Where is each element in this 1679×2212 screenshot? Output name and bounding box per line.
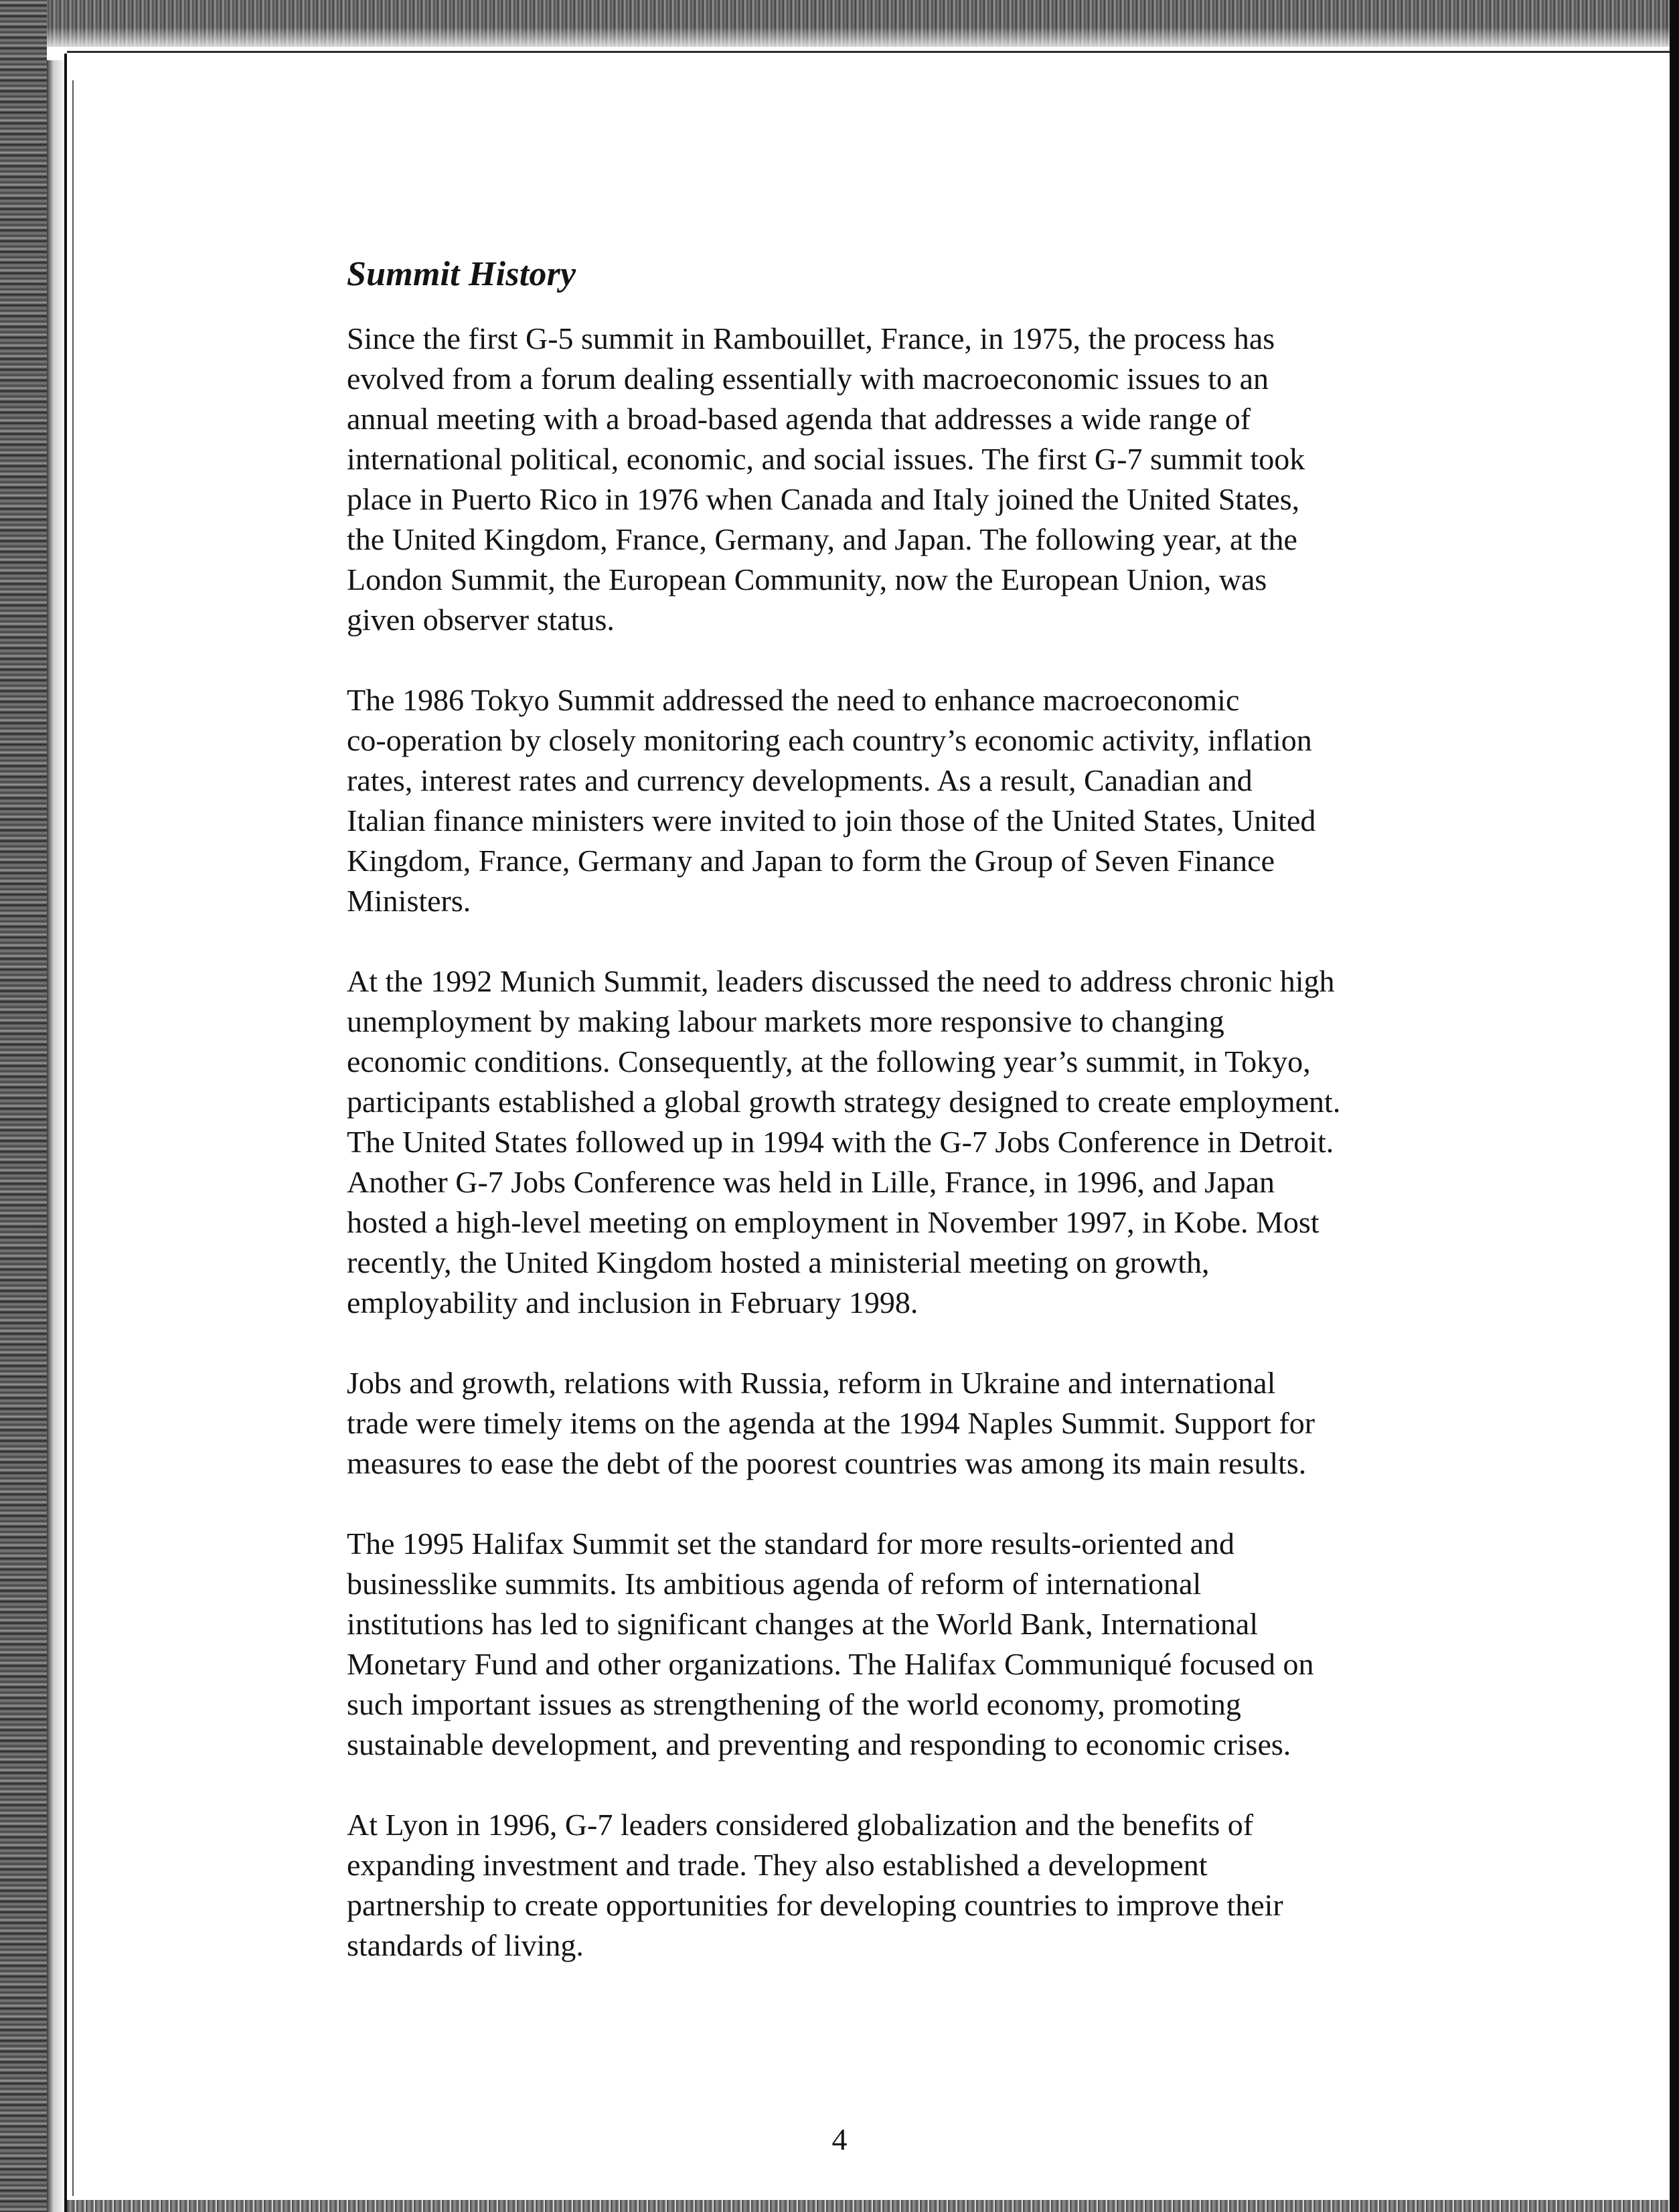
text-line: recently, the United Kingdom hosted a ministerial meeting on growth, xyxy=(347,1245,1210,1279)
paragraph-tokyo xyxy=(347,680,1498,921)
section-heading: Summit History xyxy=(347,255,576,293)
text-line: At the 1992 Munich Summit, leaders discussed the need to address chronic high xyxy=(347,964,1335,998)
page-edge-right xyxy=(1670,0,1679,2212)
text-line: The 1995 Halifax Summit set the standard for more results-oriented and xyxy=(347,1526,1234,1561)
document-body xyxy=(347,254,1498,2006)
text-line: international political, economic, and social issues. The first G-7 summit took xyxy=(347,442,1305,476)
text-line: rates, interest rates and currency developments. As a result, Canadian and xyxy=(347,763,1253,797)
text-line: Ministers. xyxy=(347,884,471,918)
text-line: Jobs and growth, relations with Russia, reform in Ukraine and international xyxy=(347,1366,1276,1400)
text-line: given observer status. xyxy=(347,603,615,637)
page-edge-left-inner xyxy=(72,80,74,2196)
paragraph-rambouillet xyxy=(347,319,1498,640)
text-line: measures to ease the debt of the poorest countries was among its main results. xyxy=(347,1446,1307,1480)
text-line: economic conditions. Consequently, at the following year’s summit, in Tokyo, xyxy=(347,1044,1311,1079)
text-line: Since the first G-5 summit in Rambouillet, France, in 1975, the process has xyxy=(347,321,1275,356)
text-line: unemployment by making labour markets more responsive to changing xyxy=(347,1004,1224,1038)
text-line: such important issues as strengthening of the world economy, promoting xyxy=(347,1687,1241,1721)
text-line: Italian finance ministers were invited to join those of the United States, United xyxy=(347,803,1316,838)
text-line: Monetary Fund and other organizations. The Halifax Communiqué focused on xyxy=(347,1647,1314,1681)
text-line: trade were timely items on the agenda at the 1994 Naples Summit. Support for xyxy=(347,1406,1315,1440)
text-line: employability and inclusion in February 1998. xyxy=(347,1285,918,1320)
text-line: London Summit, the European Community, now the European Union, was xyxy=(347,562,1267,597)
text-line: annual meeting with a broad-based agenda that addresses a wide range of xyxy=(347,402,1251,436)
text-line: businesslike summits. Its ambitious agenda of reform of international xyxy=(347,1567,1202,1601)
text-line: The 1986 Tokyo Summit addressed the need to enhance macroeconomic xyxy=(347,683,1240,717)
page-edge-top xyxy=(67,51,1670,53)
text-line: At Lyon in 1996, G-7 leaders considered globalization and the benefits of xyxy=(347,1808,1254,1842)
text-line: The United States followed up in 1994 with the G-7 Jobs Conference in Detroit. xyxy=(347,1125,1334,1159)
text-line: Another G-7 Jobs Conference was held in Lille, France, in 1996, and Japan xyxy=(347,1165,1275,1199)
page-number: 4 xyxy=(831,2122,848,2156)
text-line: expanding investment and trade. They also established a development xyxy=(347,1848,1208,1882)
text-line: sustainable development, and preventing and responding to economic crises. xyxy=(347,1727,1291,1761)
text-line: participants established a global growth strategy designed to create employment. xyxy=(347,1085,1341,1119)
text-line: the United Kingdom, France, Germany, and Japan. The following year, at the xyxy=(347,522,1297,556)
page-edge-left xyxy=(64,54,67,2212)
text-line: place in Puerto Rico in 1976 when Canada and Italy joined the United States, xyxy=(347,482,1300,516)
paragraph-halifax xyxy=(347,1524,1498,1765)
paragraph-naples xyxy=(347,1363,1498,1484)
scan-artifact-top-fade xyxy=(0,27,1679,54)
text-line: evolved from a forum dealing essentially with macroeconomic issues to an xyxy=(347,362,1269,396)
text-line: Kingdom, France, Germany and Japan to form the Group of Seven Finance xyxy=(347,844,1275,878)
text-line: partnership to create opportunities for developing countries to improve their xyxy=(347,1888,1283,1922)
text-line: co-operation by closely monitoring each country’s economic activity, inflation xyxy=(347,723,1312,757)
scan-artifact-left xyxy=(0,0,47,2212)
text-line: institutions has led to significant changes at the World Bank, International xyxy=(347,1607,1259,1641)
paragraph-lyon xyxy=(347,1805,1498,1966)
paragraph-munich xyxy=(347,961,1498,1323)
scan-artifact-bottom xyxy=(67,2200,1670,2212)
text-line: hosted a high-level meeting on employment in November 1997, in Kobe. Most xyxy=(347,1205,1320,1239)
text-line: standards of living. xyxy=(347,1928,584,1962)
